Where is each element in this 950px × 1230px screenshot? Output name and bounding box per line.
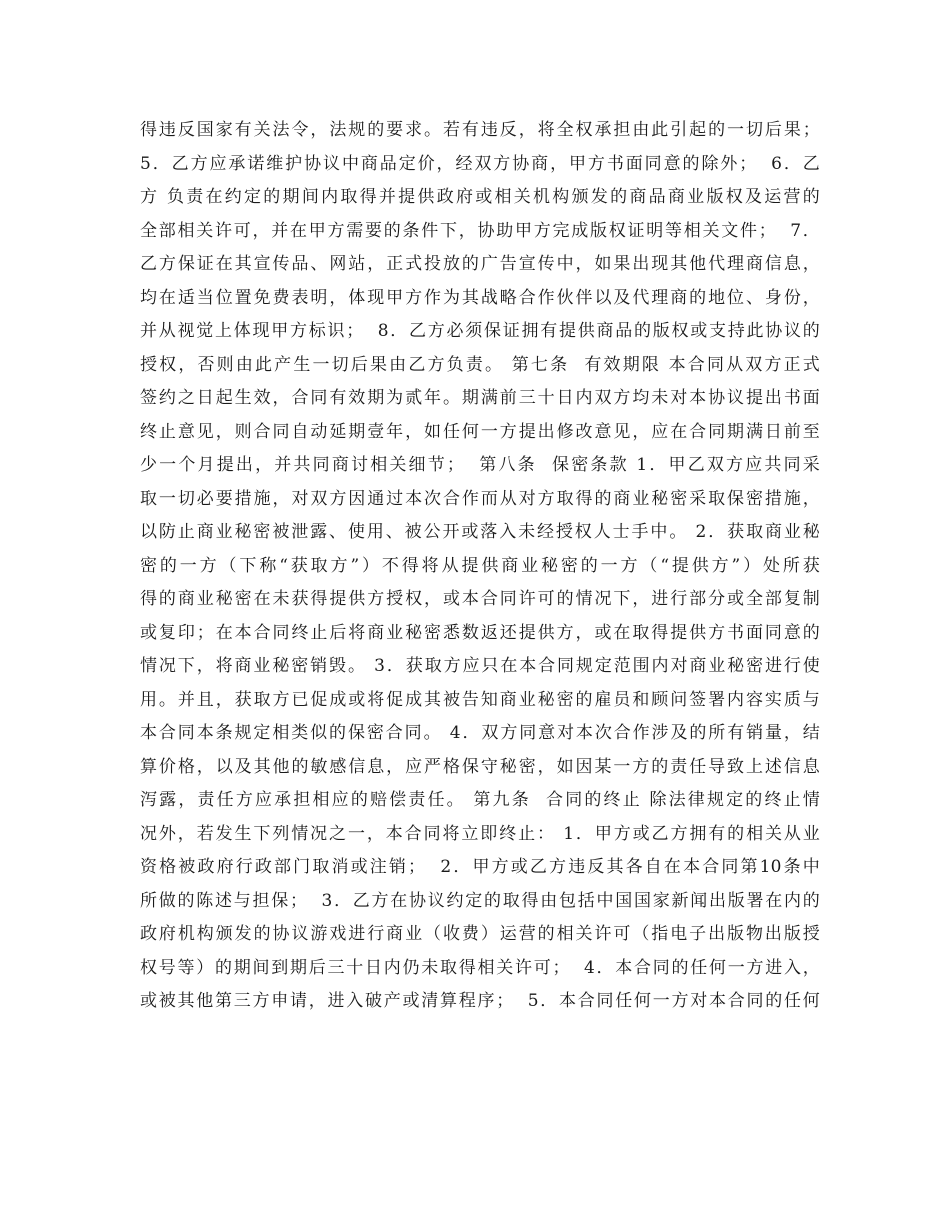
text-line: 权号等）的期间到期后三十日内仍未取得相关许可； 4．本合同的任何一方进入，: [140, 957, 820, 978]
text-line: 以防止商业秘密被泄露、使用、被公开或落入未经授权人士手中。 2．获取商业秘: [140, 522, 820, 542]
text-line: 况外，若发生下列情况之一，本合同将立即终止： 1．甲方或乙方拥有的相关从业: [140, 823, 820, 844]
text-line: 资格被政府行政部门取消或注销； 2．甲方或乙方违反其各自在本合同第10条中: [140, 857, 820, 877]
text-line: 得违反国家有关法令，法规的要求。若有违反，将全权承担由此引起的一切后果；: [140, 120, 820, 140]
text-line: 乙方保证在其宣传品、网站，正式投放的广告宣传中，如果出现其他代理商信息，: [140, 254, 820, 274]
text-line: 算价格，以及其他的敏感信息，应严格保守秘密，如因某一方的责任导致上述信息: [140, 756, 820, 777]
text-line: 均在适当位置免费表明，体现甲方作为其战略合作伙伴以及代理商的地位、身份，: [140, 287, 820, 308]
text-line: 本合同本条规定相类似的保密合同。 4．双方同意对本次合作涉及的所有销量，结: [140, 723, 820, 743]
text-line: 所做的陈述与担保； 3．乙方在协议约定的取得由包括中国国家新闻出版署在内的: [140, 890, 820, 911]
text-line: 并从视觉上体现甲方标识； 8．乙方必须保证拥有提供商品的版权或支持此协议的: [140, 321, 820, 341]
text-line: 情况下，将商业秘密销毁。 3．获取方应只在本合同规定范围内对商业秘密进行使: [140, 656, 820, 676]
text-line: 或复印；在本合同终止后将商业秘密悉数返还提供方，或在取得提供方书面同意的: [140, 622, 820, 643]
text-line: 泻露，责任方应承担相应的赔偿责任。 第九条 合同的终止 除法律规定的终止情: [140, 790, 820, 810]
text-line: 或被其他第三方申请，进入破产或清算程序； 5．本合同任何一方对本合同的任何: [140, 991, 820, 1011]
text-line: 授权，否则由此产生一切后果由乙方负责。 第七条 有效期限 本合同从双方正式: [140, 354, 820, 375]
text-line: 少一个月提出，并共同商讨相关细节； 第八条 保密条款 1．甲乙双方应共同采: [140, 455, 820, 475]
text-line: 取一切必要措施，对双方因通过本次合作而从对方取得的商业秘密采取保密措施，: [140, 488, 820, 509]
text-line: 5．乙方应承诺维护协议中商品定价，经双方协商，甲方书面同意的除外； 6．乙: [140, 153, 820, 174]
text-line: 密的一方（下称“获取方”）不得将从提供商业秘密的一方（“提供方”）处所获: [140, 555, 820, 576]
text-line: 签约之日起生效，合同有效期为贰年。期满前三十日内双方均未对本协议提出书面: [140, 388, 820, 408]
text-line: 全部相关许可，并在甲方需要的条件下，协助甲方完成版权证明等相关文件； 7．: [140, 220, 820, 241]
text-line: 用。并且，获取方已促成或将促成其被告知商业秘密的雇员和顾问签署内容实质与: [140, 689, 820, 710]
contract-body-text: [140, 114, 820, 1019]
text-line: 方 负责在约定的期间内取得并提供政府或相关机构颁发的商品商业版权及运营的: [140, 187, 820, 207]
text-line: 终止意见，则合同自动延期壹年，如任何一方提出修改意见，应在合同期满日前至: [140, 421, 820, 442]
text-line: 得的商业秘密在未获得提供方授权，或本合同许可的情况下，进行部分或全部复制: [140, 589, 820, 609]
text-line: 政府机构颁发的协议游戏进行商业（收费）运营的相关许可（指电子出版物出版授: [140, 924, 820, 944]
